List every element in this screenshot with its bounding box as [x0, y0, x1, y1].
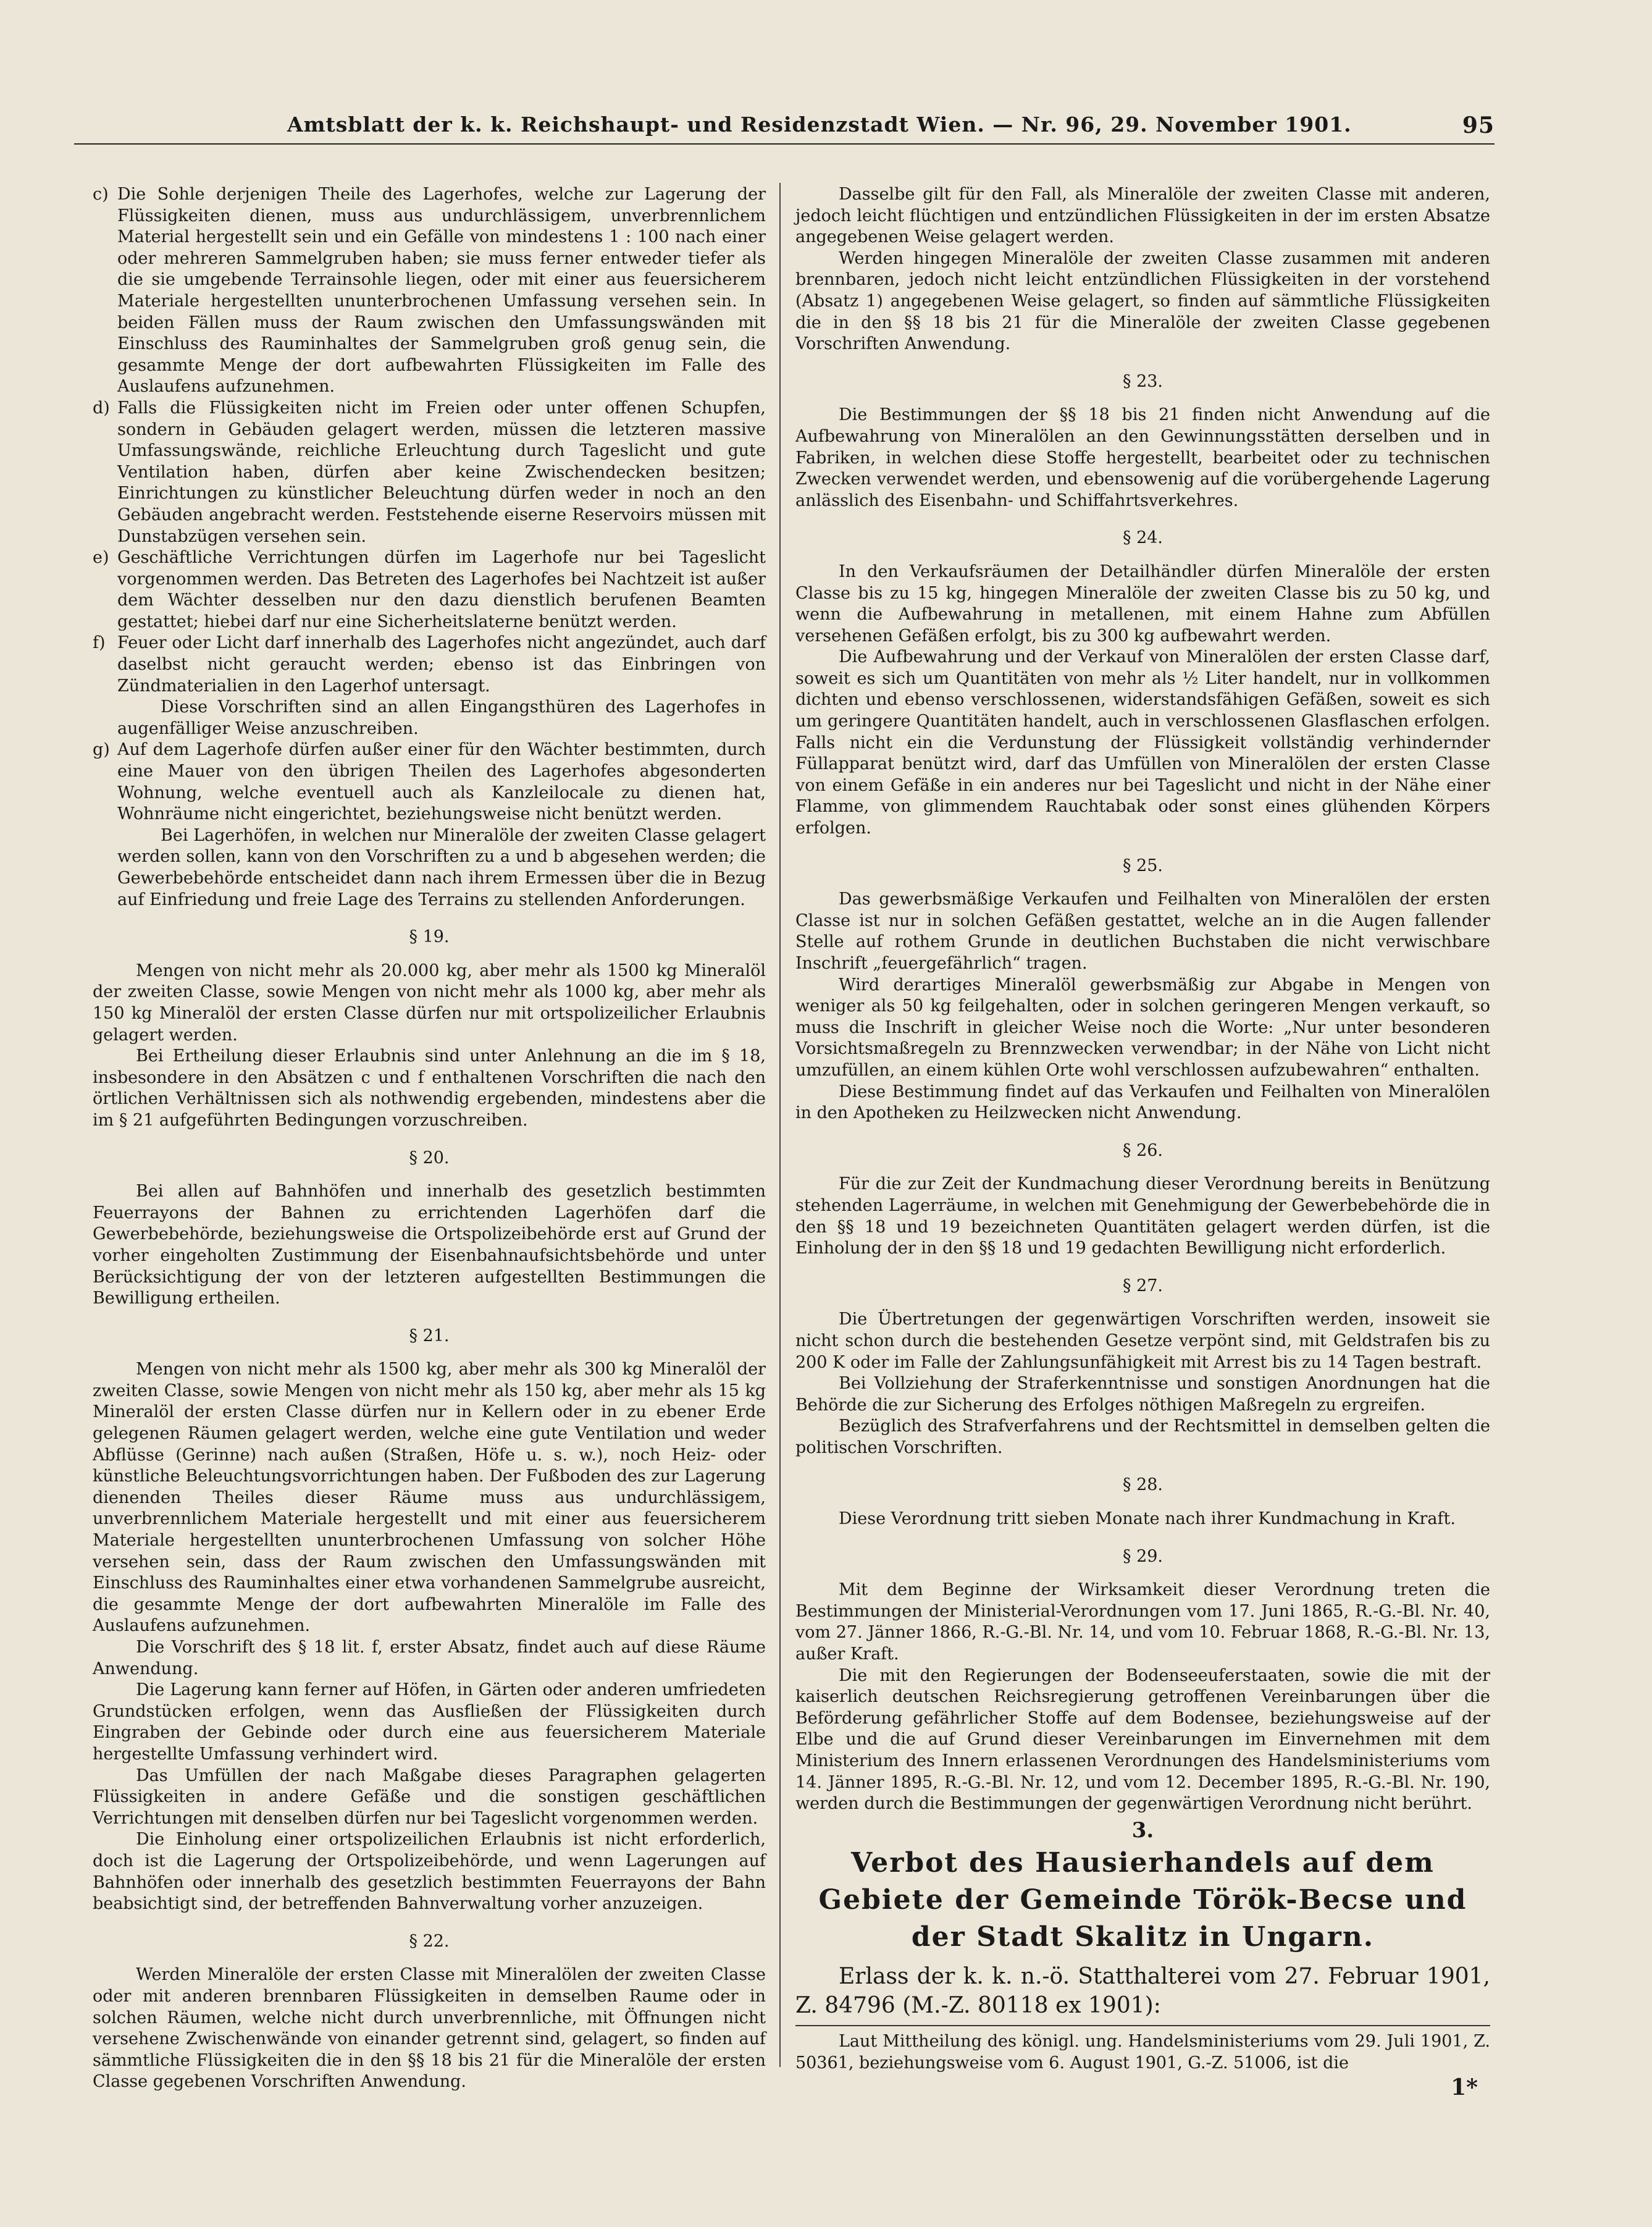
paragraph: Bei Ertheilung dieser Erlaubnis sind unter Anlehnung an die im § 18, insbesondere in den Absätzen c und f enthaltenen Vorschriften die nach den örtlichen Verhältnissen sich als nothwendig ergebenden, mindestens aber die im § 21 aufgeführten Bedingungen vorzuschreiben. — [93, 1046, 766, 1130]
section-heading-19: § 19. — [409, 927, 450, 947]
item-text: Feuer oder Licht darf innerhalb des Lagerhofes nicht angezündet, auch darf daselbst nicht geraucht werden; ebenso ist das Einbringen von Zündmaterialien in den Lagerhof untersagt. — [117, 633, 766, 696]
paragraph: Werden Mineralöle der ersten Classe mit Mineralölen der zweiten Classe oder mit anderen brennbaren Flüssigkeiten in demselben Raume oder in solchen Räumen, welche nicht durch unverbrennliche, mit Öffnungen nicht versehene Zwischenwände von einander getrennt sind, gelagert, so finden auf sämmtliche Flüssigkeiten die in den §§ 18 bis 21 für die Mineralöle der ersten Classe gegebenen Vorschriften Anwendung. — [93, 1965, 766, 2092]
paragraph: In den Verkaufsräumen der Detailhändler dürfen Mineralöle der ersten Classe bis zu 15 kg, hingegen Mineralöle der zweiten Classe bis zu 50 kg, und wenn die Aufbewahrung in metallenen, mit einem Hahne zum Abfüllen versehenen Gefäßen erfolgt, bis zu 300 kg aufbewahrt werden. — [795, 562, 1490, 646]
paragraph: Die Bestimmungen der §§ 18 bis 21 finden nicht Anwendung auf die Aufbewahrung von Mineralölen an den Gewinnungsstätten derselben und in Fabriken, in welchen diese Stoffe hergestellt, bearbeitet oder zu technischen Zwecken verwendet werden, und ebensowenig auf die vorübergehende Lagerung anlässlich des Eisenbahn- und Schiffahrtsverkehres. — [795, 405, 1490, 510]
paragraph: Die Lagerung kann ferner auf Höfen, in Gärten oder anderen umfriedeten Grundstücken erfolgen, wenn das Ausfließen der Flüssigkeiten durch Eingraben der Gebinde oder durch eine aus feuersicherem Materiale hergestellte Umfassung verhindert wird. — [93, 1680, 766, 1764]
paragraph: Wird derartiges Mineralöl gewerbsmäßig zur Abgabe in Mengen von weniger als 50 kg feilgehalten, oder in solchen geringeren Mengen verkauft, so muss die Inschrift in gleicher Weise noch die Worte: „Nur unter besonderen Vorsichtsmaßregeln zu Brennzwecken verwendbar; in der Nähe von Licht nicht umzufüllen, an einem kühlen Orte wohl verschlossen aufzubewahren“ enthalten. — [795, 975, 1490, 1080]
paragraph: Mengen von nicht mehr als 20.000 kg, aber mehr als 1500 kg Mineralöl der zweiten Classe, sowie Mengen von nicht mehr als 1000 kg, aber mehr als 150 kg Mineralöl der ersten Classe dürfen nur mit ortspolizeilicher Erlaubnis gelagert werden. — [93, 961, 766, 1045]
section-heading-25: § 25. — [1122, 856, 1164, 875]
paragraph: Für die zur Zeit der Kundmachung dieser Verordnung bereits in Benützung stehenden Lagerräume, in welchen mit Genehmigung der Gewerbebehörde die in den §§ 18 und 19 bezeichneten Quantitäten gelagert werden dürfen, ist die Einholung der in den §§ 18 und 19 gedachten Bewilligung nicht erforderlich. — [795, 1174, 1490, 1258]
list-item-g — [93, 739, 766, 911]
paragraph: Die Aufbewahrung und der Verkauf von Mineralölen der ersten Classe darf, soweit es sich um Quantitäten von mehr als ½ Liter handelt, nur in vollkommen dichten und ebenso verschlossenen, widerstandsfähigen Gefäßen, soweit es sich um geringere Quantitäten handelt, auch in verschlossenen Glasflaschen erfolgen. Falls nicht ein die Verdunstung der Flüssigkeit vollständig verhindernder Füllapparat benützt wird, darf das Umfüllen von Mineralölen der ersten Classe von einem Gefäße in ein anderes nur bei Tageslicht und nicht in der Nähe einer Flamme, von glimmendem Rauchtabak oder sonst eines glühenden Körpers erfolgen. — [795, 647, 1490, 838]
item-text: Geschäftliche Verrichtungen dürfen im Lagerhofe nur bei Tageslicht vorgenommen werden. Das Betreten des Lagerhofes bei Nachtzeit ist außer dem Wächter desselben nur den dazu dienstlich berufenen Beamten gestattet; hiebei darf nur eine Sicherheitslaterne benützt werden. — [117, 548, 766, 631]
list-item-d — [93, 398, 766, 547]
item-label: d) — [93, 398, 110, 418]
item-label: c) — [93, 185, 109, 204]
section-heading-24: § 24. — [1122, 528, 1164, 548]
paragraph: Bezüglich des Strafverfahrens und der Rechtsmittel in demselben gelten die politischen Vorschriften. — [795, 1417, 1490, 1457]
paragraph: Werden hingegen Mineralöle der zweiten Classe zusammen mit anderen brennbaren, jedoch nicht leicht entzündlichen Flüssigkeiten in der vorstehend (Absatz 1) angegebenen Weise gelagert, so finden auf sämmtliche Flüssigkeiten die in den §§ 18 bis 21 für die Mineralöle der zweiten Classe gegebenen Vorschriften Anwendung. — [795, 248, 1490, 354]
paragraph: Die Einholung einer ortspolizeilichen Erlaubnis ist nicht erforderlich, doch ist die Lagerung der Ortspolizeibehörde, und wenn Lagerungen auf Bahnhöfen oder innerhalb des gesetzlich bestimmten Feuerrayons der Bahn beabsichtigt sind, der betreffenden Bahnverwaltung vorher anzuzeigen. — [93, 1830, 766, 1914]
item-label: f) — [93, 633, 106, 653]
section-heading-21: § 21. — [409, 1326, 450, 1345]
paragraph: Laut Mittheilung des königl. ung. Handelsministeriums vom 29. Juli 1901, Z. 50361, beziehungsweise vom 6. August 1901, G.-Z. 51006, ist die — [795, 2032, 1490, 2073]
signature-mark: 1* — [1451, 2074, 1478, 2100]
decree-rule — [795, 2025, 1490, 2026]
section-heading-28: § 28. — [1122, 1475, 1164, 1495]
list-item-f — [93, 633, 766, 739]
section-heading-26: § 26. — [1122, 1140, 1164, 1160]
header-rule — [74, 143, 1495, 145]
paragraph: Die Übertretungen der gegenwärtigen Vorschriften werden, insoweit sie nicht schon durch die bestehenden Gesetze verpönt sind, mit Geldstrafen bis zu 200 K oder im Falle der Zahlungsunfähigkeit mit Arrest bis zu 14 Tagen bestraft. — [795, 1310, 1490, 1372]
paragraph: Diese Verordnung tritt sieben Monate nach ihrer Kundmachung in Kraft. — [839, 1509, 1456, 1529]
paragraph: Bei Vollziehung der Straferkenntnisse und sonstigen Anordnungen hat die Behörde die zur Sicherung des Erfolges nöthigen Maßregeln zu ergreifen. — [795, 1374, 1490, 1415]
item-text: Auf dem Lagerhofe dürfen außer einer für den Wächter bestimmten, durch eine Mauer von den übrigen Theilen des Lagerhofes abgesonderten Wohnung, welche eventuell auch als Kanzleilocale zu dienen hat, Wohnräume nicht eingerichtet, beziehungsweise nicht benützt werden. — [117, 740, 766, 824]
column-divider — [779, 183, 781, 2067]
item-label: e) — [93, 548, 109, 568]
section-heading-29: § 29. — [1122, 1546, 1164, 1566]
page-number: 95 — [1462, 112, 1495, 138]
header-title: Amtsblatt der k. k. Reichshaupt- und Residenzstadt Wien. — Nr. 96, 29. November 1901. — [287, 112, 1352, 137]
list-item-c — [93, 184, 766, 398]
paragraph: Diese Bestimmung findet auf das Verkaufen und Feilhalten von Mineralölen in den Apotheken zu Heilzwecken nicht Anwendung. — [795, 1082, 1490, 1123]
decree-reference: Erlass der k. k. n.-ö. Statthalterei vom 27. Februar 1901, Z. 84796 (M.-Z. 80118 ex 1901): — [795, 1964, 1490, 2019]
part-number: 3. — [1131, 1817, 1154, 1843]
paragraph: Bei allen auf Bahnhöfen und innerhalb des gesetzlich bestimmten Feuerrayons der Bahnen zu errichtenden Lagerhöfen darf die Gewerbebehörde, beziehungsweise die Ortspolizeibehörde erst auf Grund der vorher eingeholten Zustimmung der Eisenbahnaufsichtsbehörde und unter Berücksichtigung der von der letzteren aufgestellten Bestimmungen die Bewilligung ertheilen. — [93, 1182, 766, 1308]
page-header — [74, 110, 1495, 147]
paragraph: Die Vorschrift des § 18 lit. f, erster Absatz, findet auch auf diese Räume Anwendung. — [93, 1638, 766, 1678]
section-heading-22: § 22. — [409, 1931, 450, 1951]
paragraph: Das gewerbsmäßige Verkaufen und Feilhalten von Mineralölen der ersten Classe ist nur in solchen Gefäßen gestattet, welche an in die Augen fallender Stelle auf rothem Grunde in deutlichen Buchstaben die nicht verwischbare Inschrift „feuergefährlich“ tragen. — [795, 890, 1490, 973]
item-text: Die Sohle derjenigen Theile des Lagerhofes, welche zur Lagerung der Flüssigkeiten dienen, muss aus undurchlässigem, unverbrennlichem Material hergestellt sein und ein Gefälle von mindestens 1 : 100 nach einer oder mehreren Sammelgruben haben; sie muss ferner entweder tiefer als die sie umgebende Terrainsohle liegen, oder mit einer aus feuersicherem Materiale hergestellten ununterbrochenen Umfassung versehen sein. In beiden Fällen muss der Raum zwischen den Umfassungswänden mit Einschluss des Rauminhaltes der Sammelgruben groß genug sein, die gesammte Menge der dort aufbewahrten Flüssigkeiten im Falle des Auslaufens aufzunehmen. — [117, 185, 766, 397]
item-subtext: Bei Lagerhöfen, in welchen nur Mineralöle der zweiten Classe gelagert werden sollen, kann von den Vorschriften zu a und b abgesehen werden; die Gewerbebehörde entscheidet dann nach ihrem Ermessen über die in Bezug auf Einfriedung und freie Lage des Terrains zu stellenden Anforderungen. — [117, 825, 766, 909]
paragraph: Mit dem Beginne der Wirksamkeit dieser Verordnung treten die Bestimmungen der Ministerial-Verordnungen vom 17. Juni 1865, R.-G.-Bl. Nr. 40, vom 27. Jänner 1866, R.-G.-Bl. Nr. 14, und vom 10. Februar 1868, R.-G.-Bl. Nr. 13, außer Kraft. — [795, 1580, 1490, 1664]
item-subtext: Diese Vorschriften sind an allen Eingangsthüren des Lagerhofes in augenfälliger Weise anzuschreiben. — [117, 697, 766, 738]
section-heading-20: § 20. — [409, 1148, 450, 1168]
left-column — [93, 184, 766, 2093]
paragraph: Dasselbe gilt für den Fall, als Mineralöle der zweiten Classe mit anderen, jedoch leicht flüchtigen und entzündlichen Flüssigkeiten in der im ersten Absatze angegebenen Weise gelagert werden. — [795, 185, 1490, 247]
paragraph: Das Umfüllen der nach Maßgabe dieses Paragraphen gelagerten Flüssigkeiten in andere Gefäße und die sonstigen geschäftlichen Verrichtungen mit denselben dürfen nur bei Tageslicht vorgenommen werden. — [93, 1766, 766, 1828]
section-heading-27: § 27. — [1122, 1276, 1164, 1295]
part-title: Verbot des Hausierhandels auf dem Gebiete der Gemeinde Török-Becse und der Stadt Skalitz in Ungarn. — [818, 1847, 1467, 1953]
section-heading-23: § 23. — [1122, 371, 1164, 391]
list-item-e — [93, 547, 766, 633]
paragraph: Die mit den Regierungen der Bodenseeuferstaaten, sowie die mit der kaiserlich deutschen Reichsregierung getroffenen Vereinbarungen über die Beförderung gefährlicher Stoffe auf dem Bodensee, beziehungsweise auf der Elbe und die auf Grund dieser Vereinbarungen im Einvernehmen mit dem Ministerium des Innern erlassenen Verordnungen des Handelsministeriums vom 14. Jänner 1895, R.-G.-Bl. Nr. 12, und vom 12. December 1895, R.-G.-Bl. Nr. 190, werden durch die Bestimmungen der gegenwärtigen Verordnung nicht berührt. — [795, 1665, 1490, 1814]
right-column — [795, 184, 1490, 2098]
item-text: Falls die Flüssigkeiten nicht im Freien oder unter offenen Schupfen, sondern in Gebäuden gelagert werden, müssen die letzteren massive Umfassungswände, reichliche Erleuchtung durch Tageslicht und gute Ventilation haben, dürfen aber keine Zwischendecken besitzen; Einrichtungen zu künstlicher Beleuchtung dürfen weder in noch an den Gebäuden angebracht werden. Feststehende eiserne Reservoirs müssen mit Dunstabzügen versehen sein. — [117, 398, 766, 546]
paragraph: Mengen von nicht mehr als 1500 kg, aber mehr als 300 kg Mineralöl der zweiten Classe, sowie Mengen von nicht mehr als 150 kg, aber mehr als 15 kg Mineralöl der ersten Classe dürfen nur in Kellern oder in zu ebener Erde gelegenen Räumen gelagert werden, welche eine gute Ventilation und weder Abflüsse (Gerinne) nach außen (Straßen, Höfe u. s. w.), noch Heiz- oder künstliche Beleuchtungsvorrichtungen haben. Der Fußboden des zur Lagerung dienenden Theiles dieser Räume muss aus undurchlässigem, unverbrennlichem Materiale hergestellt und mit einer aus feuersicherem Materiale hergestellten ununterbrochenen Umfassung von solcher Höhe versehen sein, dass der Raum zwischen den Umfassungswänden mit Einschluss des Rauminhaltes einer etwa vorhandenen Sammelgrube ausreicht, die gesammte Menge der dort aufbewahrten Mineralöle im Falle des Auslaufens aufzunehmen. — [93, 1360, 766, 1636]
item-label: g) — [93, 740, 110, 760]
